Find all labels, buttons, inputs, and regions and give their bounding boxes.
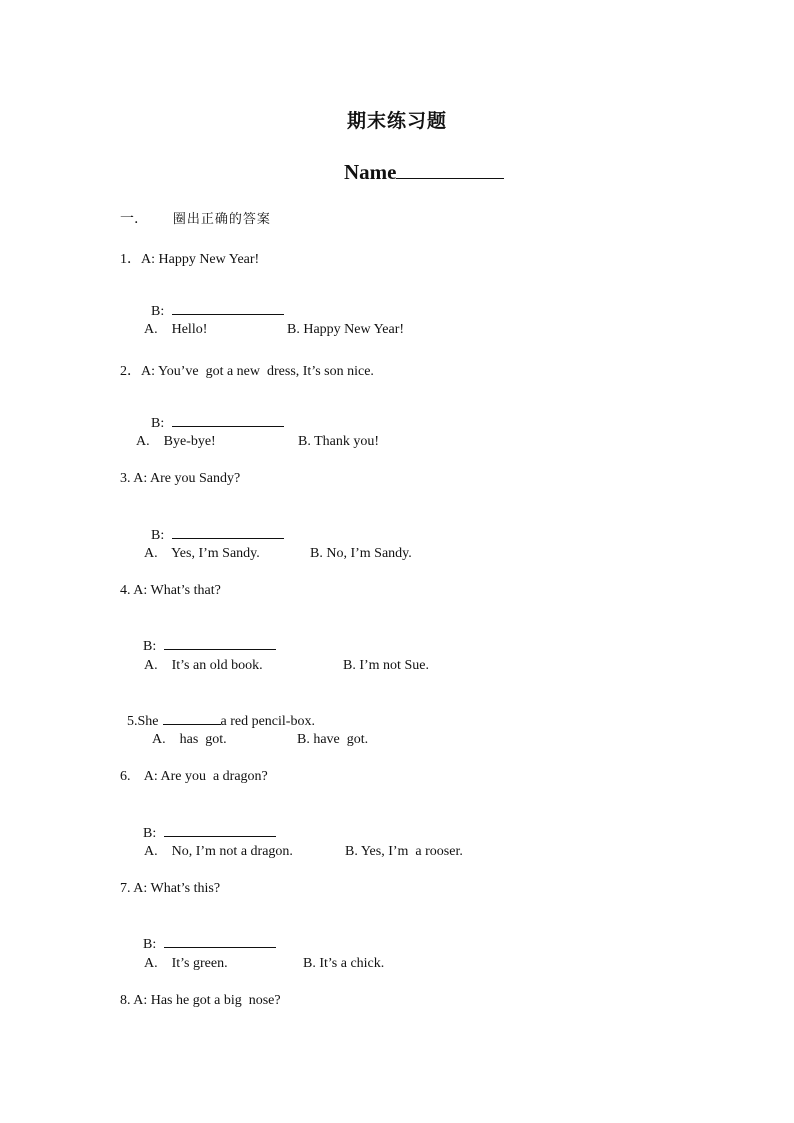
answer-blank[interactable] bbox=[172, 525, 284, 539]
question-5-prompt-start: 5.She bbox=[127, 714, 159, 729]
question-5-option-b[interactable]: B. have got. bbox=[297, 732, 369, 747]
question-4-option-b[interactable]: B. I’m not Sue. bbox=[343, 658, 429, 673]
name-label: Name bbox=[344, 160, 397, 184]
question-6-option-a[interactable]: A. No, I’m not a dragon. bbox=[144, 844, 293, 859]
question-7-answer bbox=[136, 918, 276, 953]
question-4-option-a[interactable]: A. It’s an old book. bbox=[144, 658, 263, 673]
name-field bbox=[344, 160, 504, 185]
answer-label: B: bbox=[151, 416, 165, 431]
question-2-option-a[interactable]: A. Bye-bye! bbox=[136, 434, 216, 449]
question-7-prompt: 7. A: What’s this? bbox=[120, 881, 221, 896]
question-7-option-a[interactable]: A. It’s green. bbox=[144, 956, 228, 971]
answer-blank[interactable] bbox=[164, 823, 276, 837]
question-2-answer bbox=[144, 397, 284, 432]
question-5-prompt-end: a red pencil-box. bbox=[220, 714, 315, 729]
question-6-prompt: 6. A: Are you a dragon? bbox=[120, 769, 268, 784]
name-blank[interactable] bbox=[396, 160, 504, 179]
section-instruction: 圈出正确的答案 bbox=[172, 212, 271, 227]
answer-blank[interactable] bbox=[172, 301, 284, 315]
section-number: 一. bbox=[120, 211, 139, 227]
question-1-answer bbox=[144, 285, 284, 320]
question-2-option-b[interactable]: B. Thank you! bbox=[298, 434, 380, 449]
question-4-prompt: 4. A: What’s that? bbox=[120, 583, 221, 598]
question-8-prompt: 8. A: Has he got a big nose? bbox=[120, 993, 281, 1008]
answer-blank[interactable] bbox=[172, 413, 284, 427]
answer-blank[interactable] bbox=[164, 636, 276, 650]
question-2-prompt: 2．A: You’ve got a new dress, It’s son nice. bbox=[120, 364, 374, 379]
question-3-option-a[interactable]: A. Yes, I’m Sandy. bbox=[144, 546, 260, 561]
question-6-answer bbox=[136, 807, 276, 842]
page-title: 期末练习题 bbox=[346, 110, 447, 132]
question-3-answer bbox=[144, 509, 284, 544]
answer-label: B: bbox=[143, 937, 157, 952]
question-1-option-a[interactable]: A. Hello! bbox=[144, 322, 208, 337]
answer-label: B: bbox=[143, 826, 157, 841]
answer-blank[interactable] bbox=[163, 711, 221, 725]
question-3-prompt: 3. A: Are you Sandy? bbox=[120, 471, 241, 486]
question-1-prompt: 1．A: Happy New Year! bbox=[120, 252, 260, 267]
question-5-prompt bbox=[120, 695, 315, 730]
answer-label: B: bbox=[151, 528, 165, 543]
section-heading bbox=[120, 208, 271, 228]
question-4-answer bbox=[136, 620, 276, 655]
question-3-option-b[interactable]: B. No, I’m Sandy. bbox=[310, 546, 412, 561]
answer-label: B: bbox=[143, 639, 157, 654]
answer-blank[interactable] bbox=[164, 934, 276, 948]
question-1-option-b[interactable]: B. Happy New Year! bbox=[287, 322, 405, 337]
question-6-option-b[interactable]: B. Yes, I’m a rooser. bbox=[345, 844, 463, 859]
question-5-option-a[interactable]: A. has got. bbox=[152, 732, 227, 747]
question-7-option-b[interactable]: B. It’s a chick. bbox=[303, 956, 385, 971]
answer-label: B: bbox=[151, 304, 165, 319]
